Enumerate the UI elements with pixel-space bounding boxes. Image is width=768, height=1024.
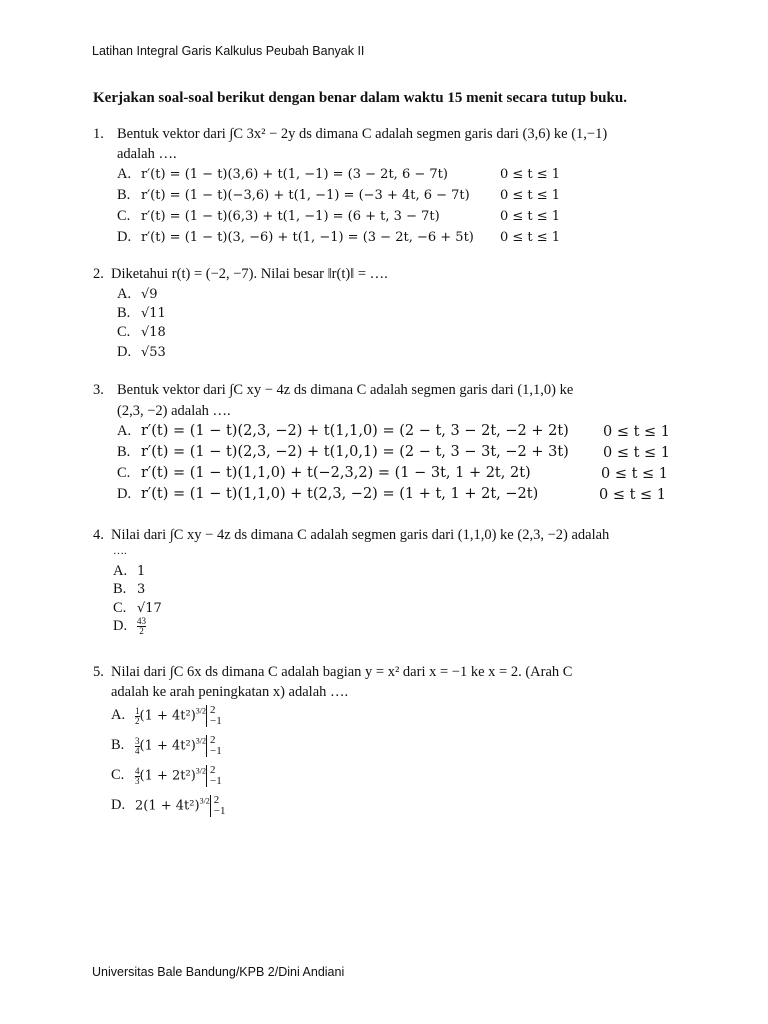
q5-option-a[interactable]	[111, 705, 222, 727]
q2-option-c[interactable]	[117, 324, 166, 341]
option-label: C.	[117, 208, 131, 224]
option-expr: r′(t) = (1 − t)(1,1,0) + t(−2,3,2) = (1 − 3t, 1 + 2t, 2t)	[141, 465, 531, 481]
q1-option-a[interactable]	[117, 166, 448, 183]
question-4-text: Nilai dari ∫C xy − 4z ds dimana C adalah segmen garis dari (1,1,0) ke (2,3, −2) adalah	[111, 527, 610, 543]
option-label: D.	[111, 797, 126, 814]
option-body: (1 + 4t²)	[143, 798, 200, 814]
option-value: 3	[137, 582, 146, 597]
option-label: C.	[117, 324, 131, 340]
option-label: C.	[111, 767, 125, 784]
option-label: C.	[113, 600, 127, 616]
option-body: (1 + 2t²)	[139, 768, 196, 784]
question-3-number: 3.	[93, 382, 104, 398]
option-value: √18	[141, 325, 166, 340]
option-value: √53	[141, 345, 166, 360]
q3-option-b[interactable]	[117, 444, 569, 461]
option-expr: r′(t) = (1 − t)(6,3) + t(1, −1) = (6 + t, 3 − 7t)	[141, 209, 440, 224]
option-expr: r′(t) = (1 − t)(1,1,0) + t(2,3, −2) = (1 + t, 1 + 2t, −2t)	[141, 486, 539, 502]
option-label: A.	[117, 423, 132, 439]
q3-option-a[interactable]	[117, 423, 569, 440]
q5-option-d[interactable]	[111, 795, 226, 817]
question-3-text: Bentuk vektor dari ∫C xy − 4z ds dimana C adalah segmen garis dari (1,1,0) ke	[117, 382, 574, 398]
option-label: B.	[117, 305, 131, 321]
option-range: 0 ≤ t ≤ 1	[603, 424, 671, 440]
option-range: 0 ≤ t ≤ 1	[603, 445, 671, 461]
option-expr: r′(t) = (1 − t)(−3,6) + t(1, −1) = (−3 + 4t, 6 − 7t)	[141, 188, 470, 203]
q3-option-c[interactable]	[117, 465, 531, 482]
coefficient: $\frac{1}{2}$	[135, 705, 140, 726]
evaluation-bar: 2 −1	[210, 795, 226, 817]
question-2-text: Diketahui r(t) = (−2, −7). Nilai besar ‖r(t)‖ = ….	[111, 266, 388, 282]
option-label: B.	[111, 737, 125, 754]
exponent: 3/2	[195, 766, 207, 776]
q4-option-b[interactable]	[113, 581, 145, 598]
option-label: A.	[117, 166, 132, 182]
option-range: 0 ≤ t ≤ 1	[500, 167, 561, 182]
option-label: B.	[117, 187, 131, 203]
question-4-number: 4.	[93, 527, 104, 543]
question-5-number: 5.	[93, 664, 104, 680]
option-label: B.	[113, 581, 127, 597]
option-expr: r′(t) = (1 − t)(3, −6) + t(1, −1) = (3 − 2t, −6 + 5t)	[141, 230, 474, 245]
option-label: D.	[117, 486, 132, 502]
option-label: D.	[117, 229, 132, 245]
option-expr: r′(t) = (1 − t)(2,3, −2) + t(1,0,1) = (2 − t, 3 − 3t, −2 + 3t)	[141, 444, 569, 460]
option-label: D.	[117, 344, 132, 360]
option-range: 0 ≤ t ≤ 1	[500, 230, 561, 245]
option-label: A.	[113, 563, 128, 579]
evaluation-bar: 2 −1	[206, 705, 222, 727]
option-range: 0 ≤ t ≤ 1	[500, 188, 561, 203]
question-1-cont: adalah ….	[117, 146, 177, 162]
q2-option-a[interactable]	[117, 286, 158, 303]
q5-option-b[interactable]	[111, 735, 222, 757]
question-2-number: 2.	[93, 266, 104, 282]
q5-option-c[interactable]	[111, 765, 222, 787]
option-range: 0 ≤ t ≤ 1	[599, 487, 667, 503]
instruction: Kerjakan soal-soal berikut dengan benar dalam waktu 15 menit secara tutup buku.	[93, 90, 627, 106]
question-3-cont: (2,3, −2) adalah ….	[117, 403, 231, 419]
option-label: A.	[111, 707, 126, 724]
q2-option-b[interactable]	[117, 305, 166, 322]
coefficient: $\frac{3}{4}$	[135, 735, 140, 756]
page-header: Latihan Integral Garis Kalkulus Peubah Banyak II	[92, 44, 365, 58]
option-range: 0 ≤ t ≤ 1	[500, 209, 561, 224]
option-value: √9	[141, 287, 158, 302]
question-1-text: Bentuk vektor dari ∫C 3x² − 2y ds dimana C adalah segmen garis dari (3,6) ke (1,−1)	[117, 126, 608, 142]
option-value: √17	[137, 601, 162, 616]
option-range: 0 ≤ t ≤ 1	[601, 466, 669, 482]
option-body: (1 + 4t²)	[139, 738, 196, 754]
option-value: 1	[137, 564, 146, 579]
q1-option-b[interactable]	[117, 187, 470, 204]
question-4-cont: ….	[113, 545, 127, 557]
option-label: C.	[117, 465, 131, 481]
q1-option-d[interactable]	[117, 229, 474, 246]
q4-option-d[interactable]	[113, 617, 146, 636]
q2-option-d[interactable]	[117, 344, 166, 361]
q1-option-c[interactable]	[117, 208, 440, 225]
q4-option-c[interactable]	[113, 600, 162, 617]
option-expr: r′(t) = (1 − t)(3,6) + t(1, −1) = (3 − 2t, 6 − 7t)	[141, 167, 448, 182]
option-label: B.	[117, 444, 131, 460]
option-value: √11	[141, 306, 166, 321]
option-body: (1 + 4t²)	[139, 708, 196, 724]
fraction: $\frac{43}{2}$	[137, 616, 146, 636]
q3-option-d[interactable]	[117, 486, 538, 503]
exponent: 3/2	[195, 736, 207, 746]
evaluation-bar: 2 −1	[206, 735, 222, 757]
question-5-cont: adalah ke arah peningkatan x) adalah ….	[111, 684, 349, 700]
q4-option-a[interactable]	[113, 563, 145, 580]
option-label: A.	[117, 286, 132, 302]
evaluation-bar: 2 −1	[206, 765, 222, 787]
question-5-text: Nilai dari ∫C 6x ds dimana C adalah bagian y = x² dari x = −1 ke x = 2. (Arah C	[111, 664, 573, 680]
coefficient: $\frac{4}{3}$	[135, 765, 140, 786]
option-label: D.	[113, 617, 128, 634]
option-expr: r′(t) = (1 − t)(2,3, −2) + t(1,1,0) = (2 − t, 3 − 2t, −2 + 2t)	[141, 423, 569, 439]
coefficient: 2	[135, 798, 144, 814]
exponent: 3/2	[199, 796, 210, 806]
exponent: 3/2	[195, 706, 207, 716]
question-1-number: 1.	[93, 126, 104, 142]
page-footer: Universitas Bale Bandung/KPB 2/Dini Andiani	[92, 965, 345, 979]
